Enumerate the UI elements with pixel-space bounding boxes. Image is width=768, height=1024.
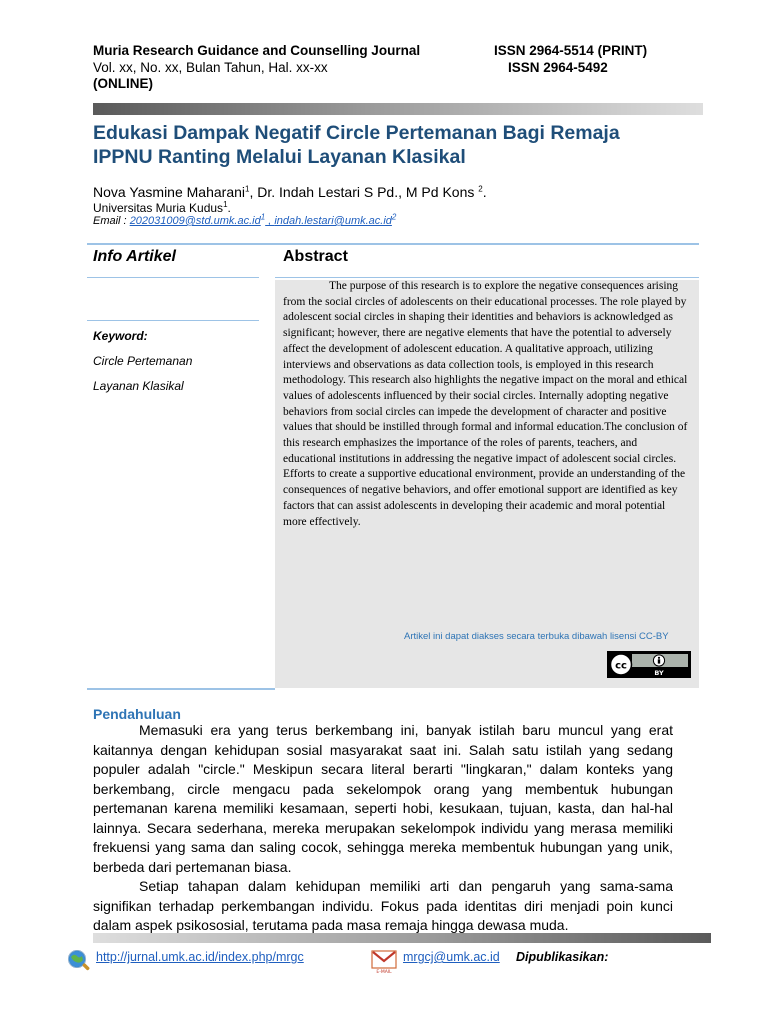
cc-by-badge[interactable] [607, 651, 691, 678]
author-1: Nova Yasmine Maharani [93, 184, 246, 200]
email-label: Email : [93, 215, 130, 227]
info-rule-2 [87, 320, 259, 321]
issn-online: ISSN 2964-5492 [508, 60, 608, 75]
author-1-sup: 1 [245, 184, 250, 194]
intro-body [93, 721, 673, 936]
panel-bottom-rule [87, 688, 275, 690]
email-separator: , [265, 215, 275, 227]
journal-url-link[interactable]: http://jurnal.umk.ac.id/index.php/mrgc [96, 950, 304, 964]
email-icon-caption: E-MAIL [376, 970, 392, 974]
email-link-1[interactable]: 202031009@std.umk.ac.id [129, 215, 261, 227]
author-line [93, 184, 487, 200]
journal-name: Muria Research Guidance and Counselling Journal [93, 43, 421, 58]
affiliation-name: Universitas Muria Kudus [93, 201, 224, 215]
email-line [93, 212, 397, 227]
footer-divider [93, 933, 711, 943]
abstract-heading: Abstract [283, 248, 348, 265]
affiliation [93, 201, 231, 215]
abstract-text: The purpose of this research is to explore the negative consequences arising from the social circles of adolescents on their educational processes. The role played by adolescent social circles in shaping their identities and behaviors is acknowledged as significant; however, there are negative elements that have the potential to adversely affect the development of adolescent education. A qualitative approach, utilizing interviews and observations as data collection tools, is employed in this research methodology. This research also highlights the negative impact on the moral and ethical values of adolescents influenced by their social circles. Internally adopting negative behaviors from social circles can impede the development of character and positive values that should be instilled through formal and informal education.The conclusion of this research emphasizes the importance of the roles of parents, teachers, and educational institutions in addressing the negative impact of adolescent social circles. Efforts to create a supportive educational environment, provide an understanding of the consequences of negative behaviors, and offer emotional support are identified as key factors that can assist adolescents in developing their academic and moral potential more effectively. [283, 280, 688, 528]
article-title: Edukasi Dampak Negatif Circle Pertemanan Bagi Remaja IPPNU Ranting Melalui Layanan Klasikal [93, 122, 620, 168]
cc-by-label: BY [654, 669, 664, 677]
abstract-rule [275, 277, 699, 278]
affiliation-end: . [227, 201, 231, 215]
section-heading-pendahuluan: Pendahuluan [93, 706, 181, 722]
email-envelope-icon [371, 948, 397, 974]
license-note: Artikel ini dapat diakses secara terbuka dibawah lisensi CC-BY [404, 631, 669, 642]
keyword-heading: Keyword: [93, 329, 148, 343]
intro-paragraph: Memasuki era yang terus berkembang ini, banyak istilah baru muncul yang erat kaitannya dengan kehidupan sosial masyarakat saat ini. Salah satu istilah yang sedang populer adalah "circle." Meskipun secara literal berarti "lingkaran," dalam konteks yang berkembang, circle mengacu pada sekelompok orang yang membentuk hubungan pertemanan karena memiliki kesamaan, seperti hobi, kesukaan, tujuan, kasta, dan hal-hal lainnya. Secara sederhana, mereka merupakan sekelompok individu yang merasa memiliki frekuensi yang sama dan saling cocok, sehingga mereka membentuk hubungan yang unik, berbeda dari pertemanan biasa. [93, 722, 673, 875]
published-label: Dipublikasikan: [516, 950, 609, 964]
volume-info: Vol. xx, No. xx, Bulan Tahun, Hal. xx-xx [93, 60, 328, 75]
issn-online-label: (ONLINE) [93, 76, 153, 91]
intro-paragraph: Setiap tahapan dalam kehidupan memiliki arti dan pengaruh yang sama-sama signifikan terhadap perkembangan individu. Fokus pada identitas diri menjadi poin kunci dalam aspek psikososial, terutama pada masa remaja hingga dewasa muda. [93, 878, 673, 933]
email-link-2[interactable]: indah.lestari@umk.ac.id [274, 215, 392, 227]
panel-top-rule [87, 243, 699, 245]
globe-magnifier-icon [66, 948, 92, 974]
journal-email-link[interactable]: mrgcj@umk.ac.id [403, 950, 500, 964]
info-rule-1 [87, 277, 259, 278]
author-2: , Dr. Indah Lestari S Pd., M Pd Kons [249, 184, 479, 200]
keyword-item: Layanan Klasikal [93, 379, 184, 393]
cc-by-icon [608, 652, 690, 677]
svg-text:cc: cc [615, 660, 627, 672]
info-artikel-heading: Info Artikel [93, 248, 176, 265]
keyword-item: Circle Pertemanan [93, 354, 193, 368]
header-divider [93, 103, 703, 115]
author-line-end: . [482, 184, 487, 200]
email-1-sup: 1 [260, 212, 266, 222]
email-2-sup: 2 [391, 212, 397, 222]
affiliation-sup: 1 [223, 200, 228, 209]
issn-print: ISSN 2964-5514 (PRINT) [494, 43, 648, 58]
author-2-sup: 2 [478, 184, 483, 194]
